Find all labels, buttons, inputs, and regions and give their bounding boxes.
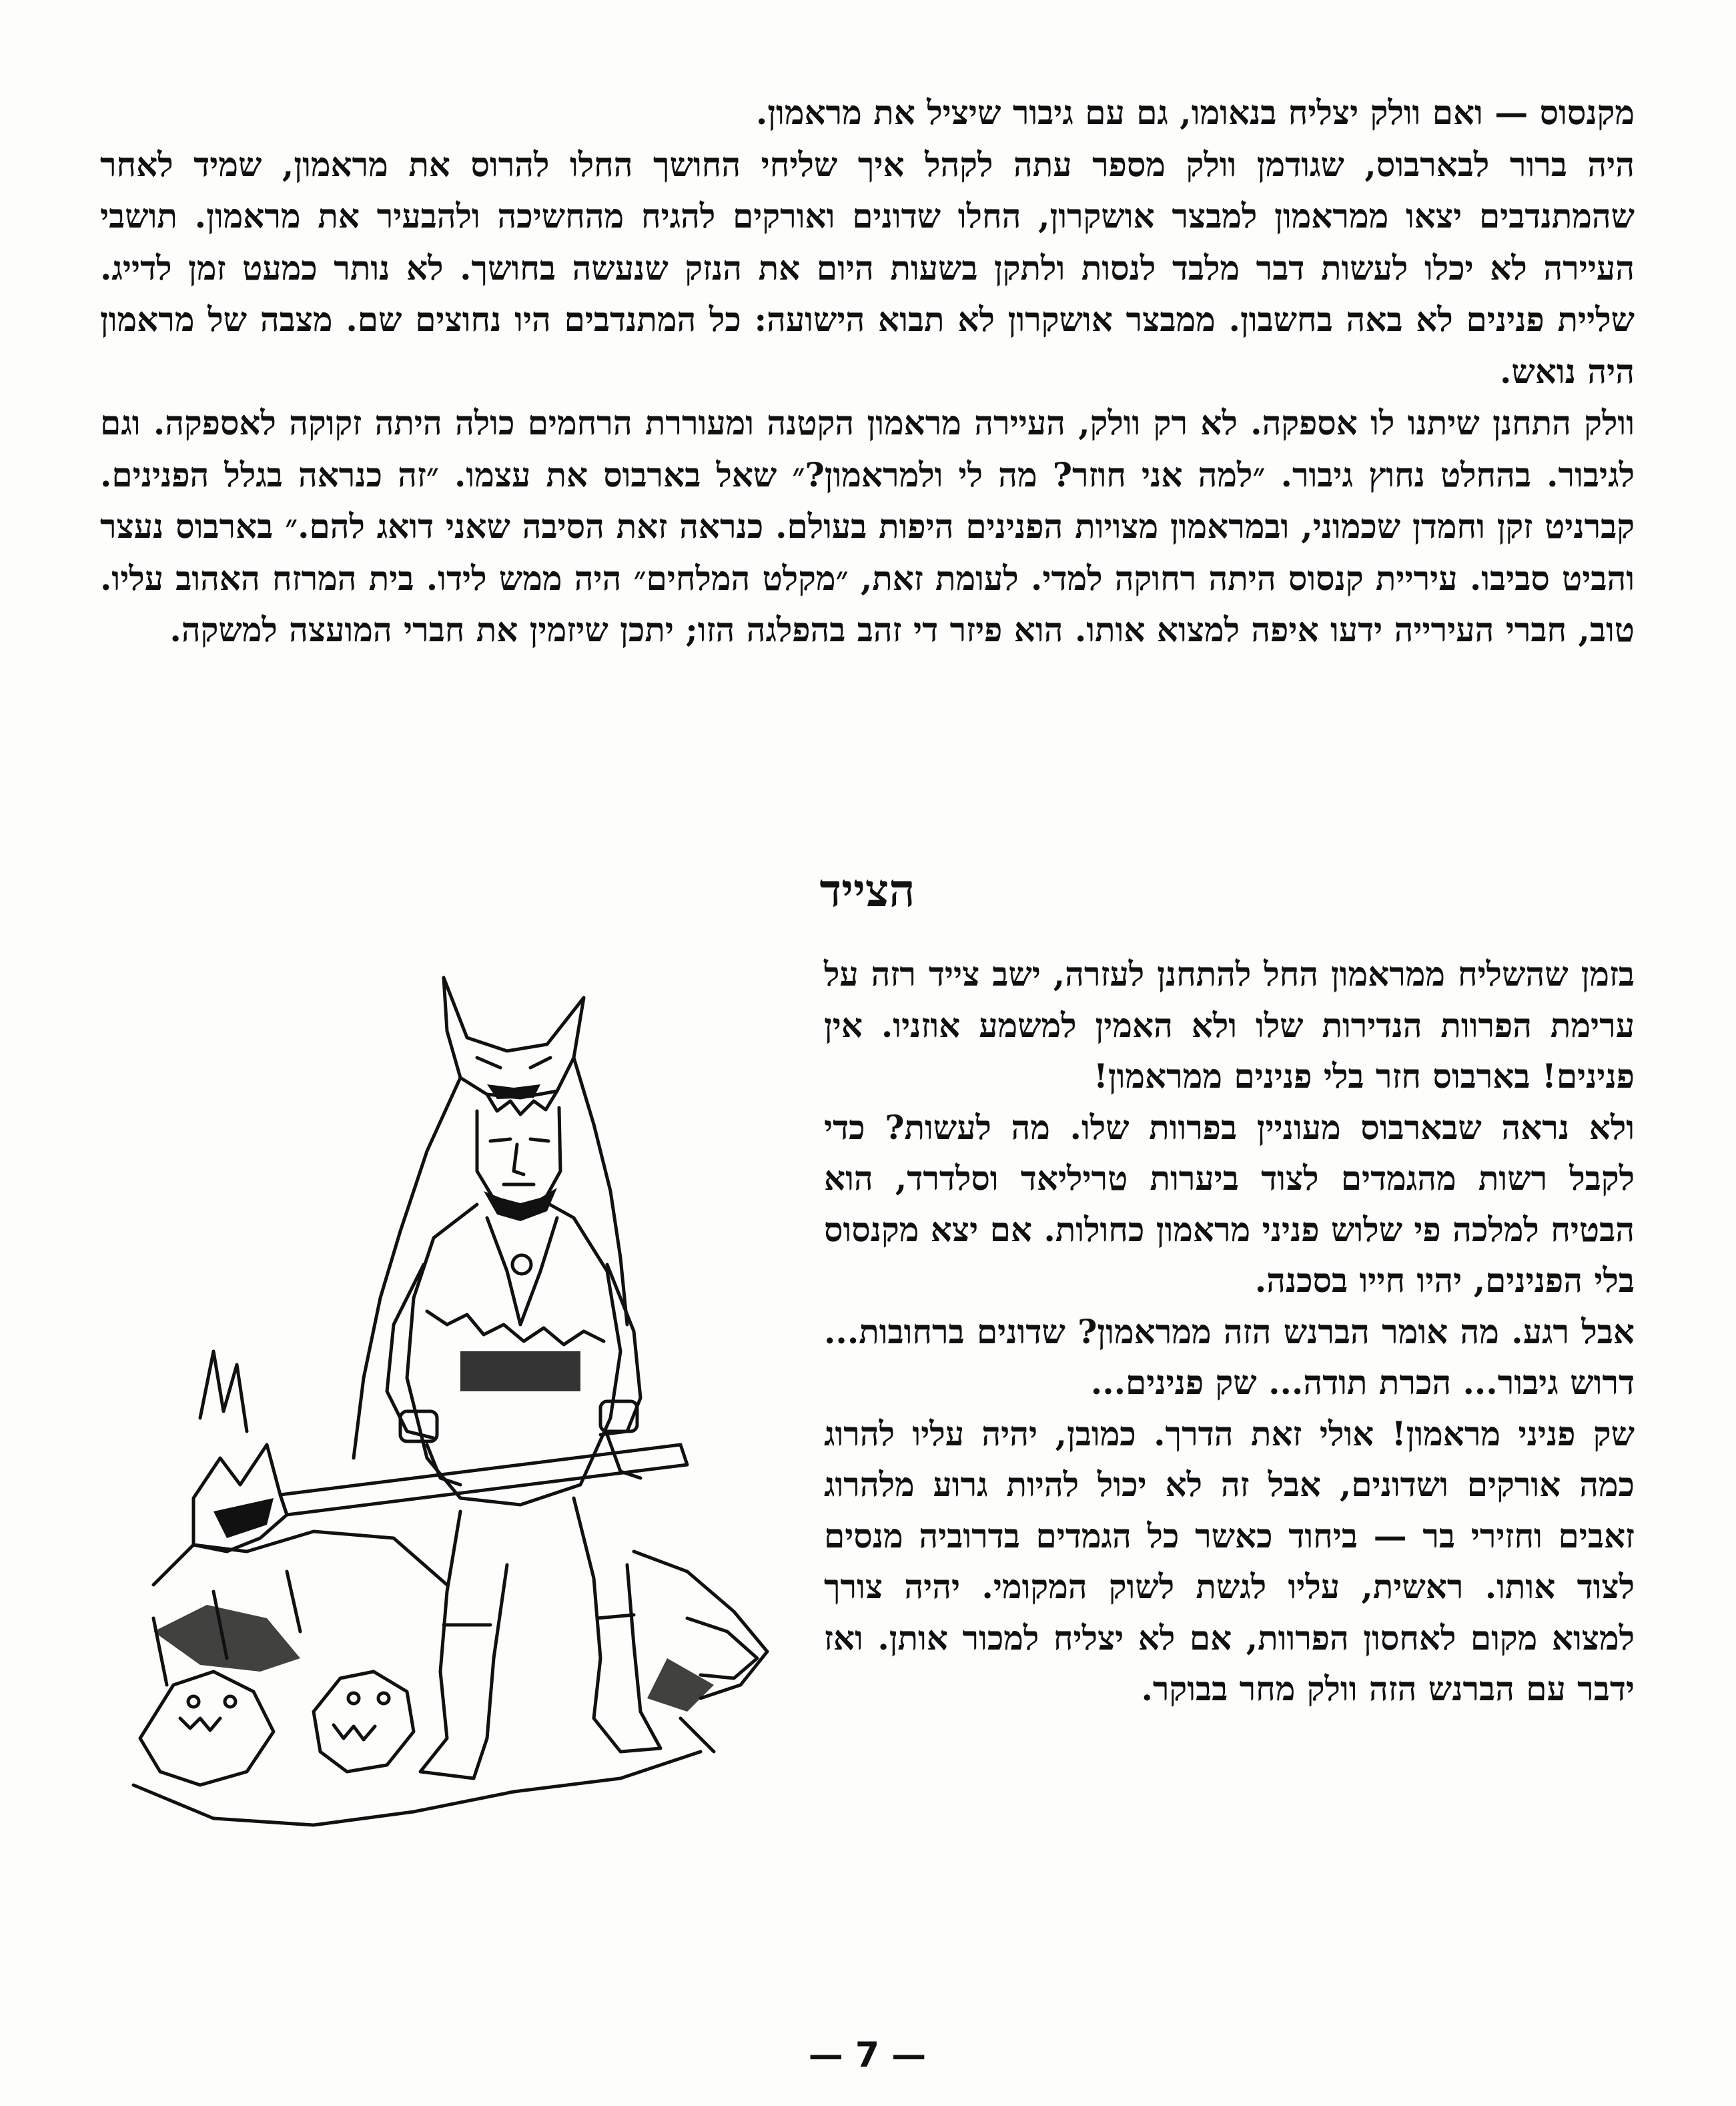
- paragraph: שק פניני מראמון! אולי זאת הדרך. כמובן, יהיה עליו להרוג כמה אורקים ושדונים, אבל זה לא יכול להיות גרוע מלהרוג זאבים וחזירי בר — ביחוד כאשר כל הגמדים בדרוביה מנסים לצוד אותו. ראשית, עליו לגשת לשוק המקומי. יהיה צורך למצוא מקום לאחסון הפרוות, אם לא יצליח למכור אותן. ואז ידבר עם הברנש הזה וולק מחר בבוקר.: [824, 1413, 1635, 1708]
- bottom-text-block: [824, 949, 1635, 1715]
- section-title: הצייד: [819, 864, 915, 918]
- paragraph: היה ברור לבארבוס, שגודמן וולק מספר עתה לקהל איך שליחי החושך החלו להרוס את מראמון, שמיד לאחר שהמתנדבים יצאו ממראמון למבצר אושקרון, החלו שדונים ואורקים להגיח מהחשיכה ולהבעיר את מראמון. תושבי העיירה לא יכלו לעשות דבר מלבד לנסות ולתקן בשעות היום את הנזק שנעשה בחושך. לא נותר כמעט זמן לדייג. שליית פנינים לא באה בחשבון. ממבצר אושקרון לא תבוא הישועה: כל המתנדבים היו נחוצים שם. מצבה של מראמון היה נואש.: [100, 144, 1635, 391]
- page-number: — 7 —: [808, 2035, 927, 2075]
- top-text-block: [100, 87, 1635, 656]
- paragraph: אבל רגע. מה אומר הברנש הזה ממראמון? שדונים ברחובות... דרוש גיבור... הכרת תודה... שק פנינים...: [824, 1311, 1635, 1402]
- paragraph: בזמן שהשליח ממראמון החל להתחנן לעזרה, ישב צייד רזה על ערימת הפרוות הנדירות שלו ולא האמין למשמע אוזניו. אין פנינים! בארבוס חזר בלי פנינים ממראמון!: [824, 954, 1635, 1096]
- paragraph: מקנסוס — ואם וולק יצליח בנאומו, גם עם גיבור שיציל את מראמון.: [755, 93, 1635, 132]
- paragraph: וולק התחנן שיתנו לו אספקה. לא רק וולק, העיירה מראמון הקטנה ומעוררת הרחמים כולה היתה זקוקה לאספקה. וגם לגיבור. בהחלט נחוץ גיבור. ״למה אני חוזר? מה לי ולמראמון?״ שאל בארבוס את עצמו. ״זה כנראה בגלל הפנינים. קברניט זקן וחמדן שכמוני, ובמראמון מצויות הפנינים היפות בעולם. כנראה זאת הסיבה שאני דואג להם.״ בארבוס נעצר והביט סביבו. עיריית קנסוס היתה רחוקה למדי. לעומת זאת, ״מקלט המלחים״ היה ממש לידו. בית המרזח האהוב עליו. טוב, חברי העירייה ידעו איפה למצוא אותו. הוא פיזר די זהב בהפלגה הזו; יתכן שיזמין את חברי המועצה למשקה.: [100, 403, 1635, 649]
- hunter-illustration: [113, 951, 787, 1858]
- paragraph: ולא נראה שבארבוס מעוניין בפרוות שלו. מה לעשות? כדי לקבל רשות מהגמדים לצוד ביערות טריליאד וסלדרד, הוא הבטיח למלכה פי שלוש פניני מראמון כחולות. אם יצא מקנסוס בלי הפנינים, יהיו חייו בסכנה.: [824, 1107, 1635, 1300]
